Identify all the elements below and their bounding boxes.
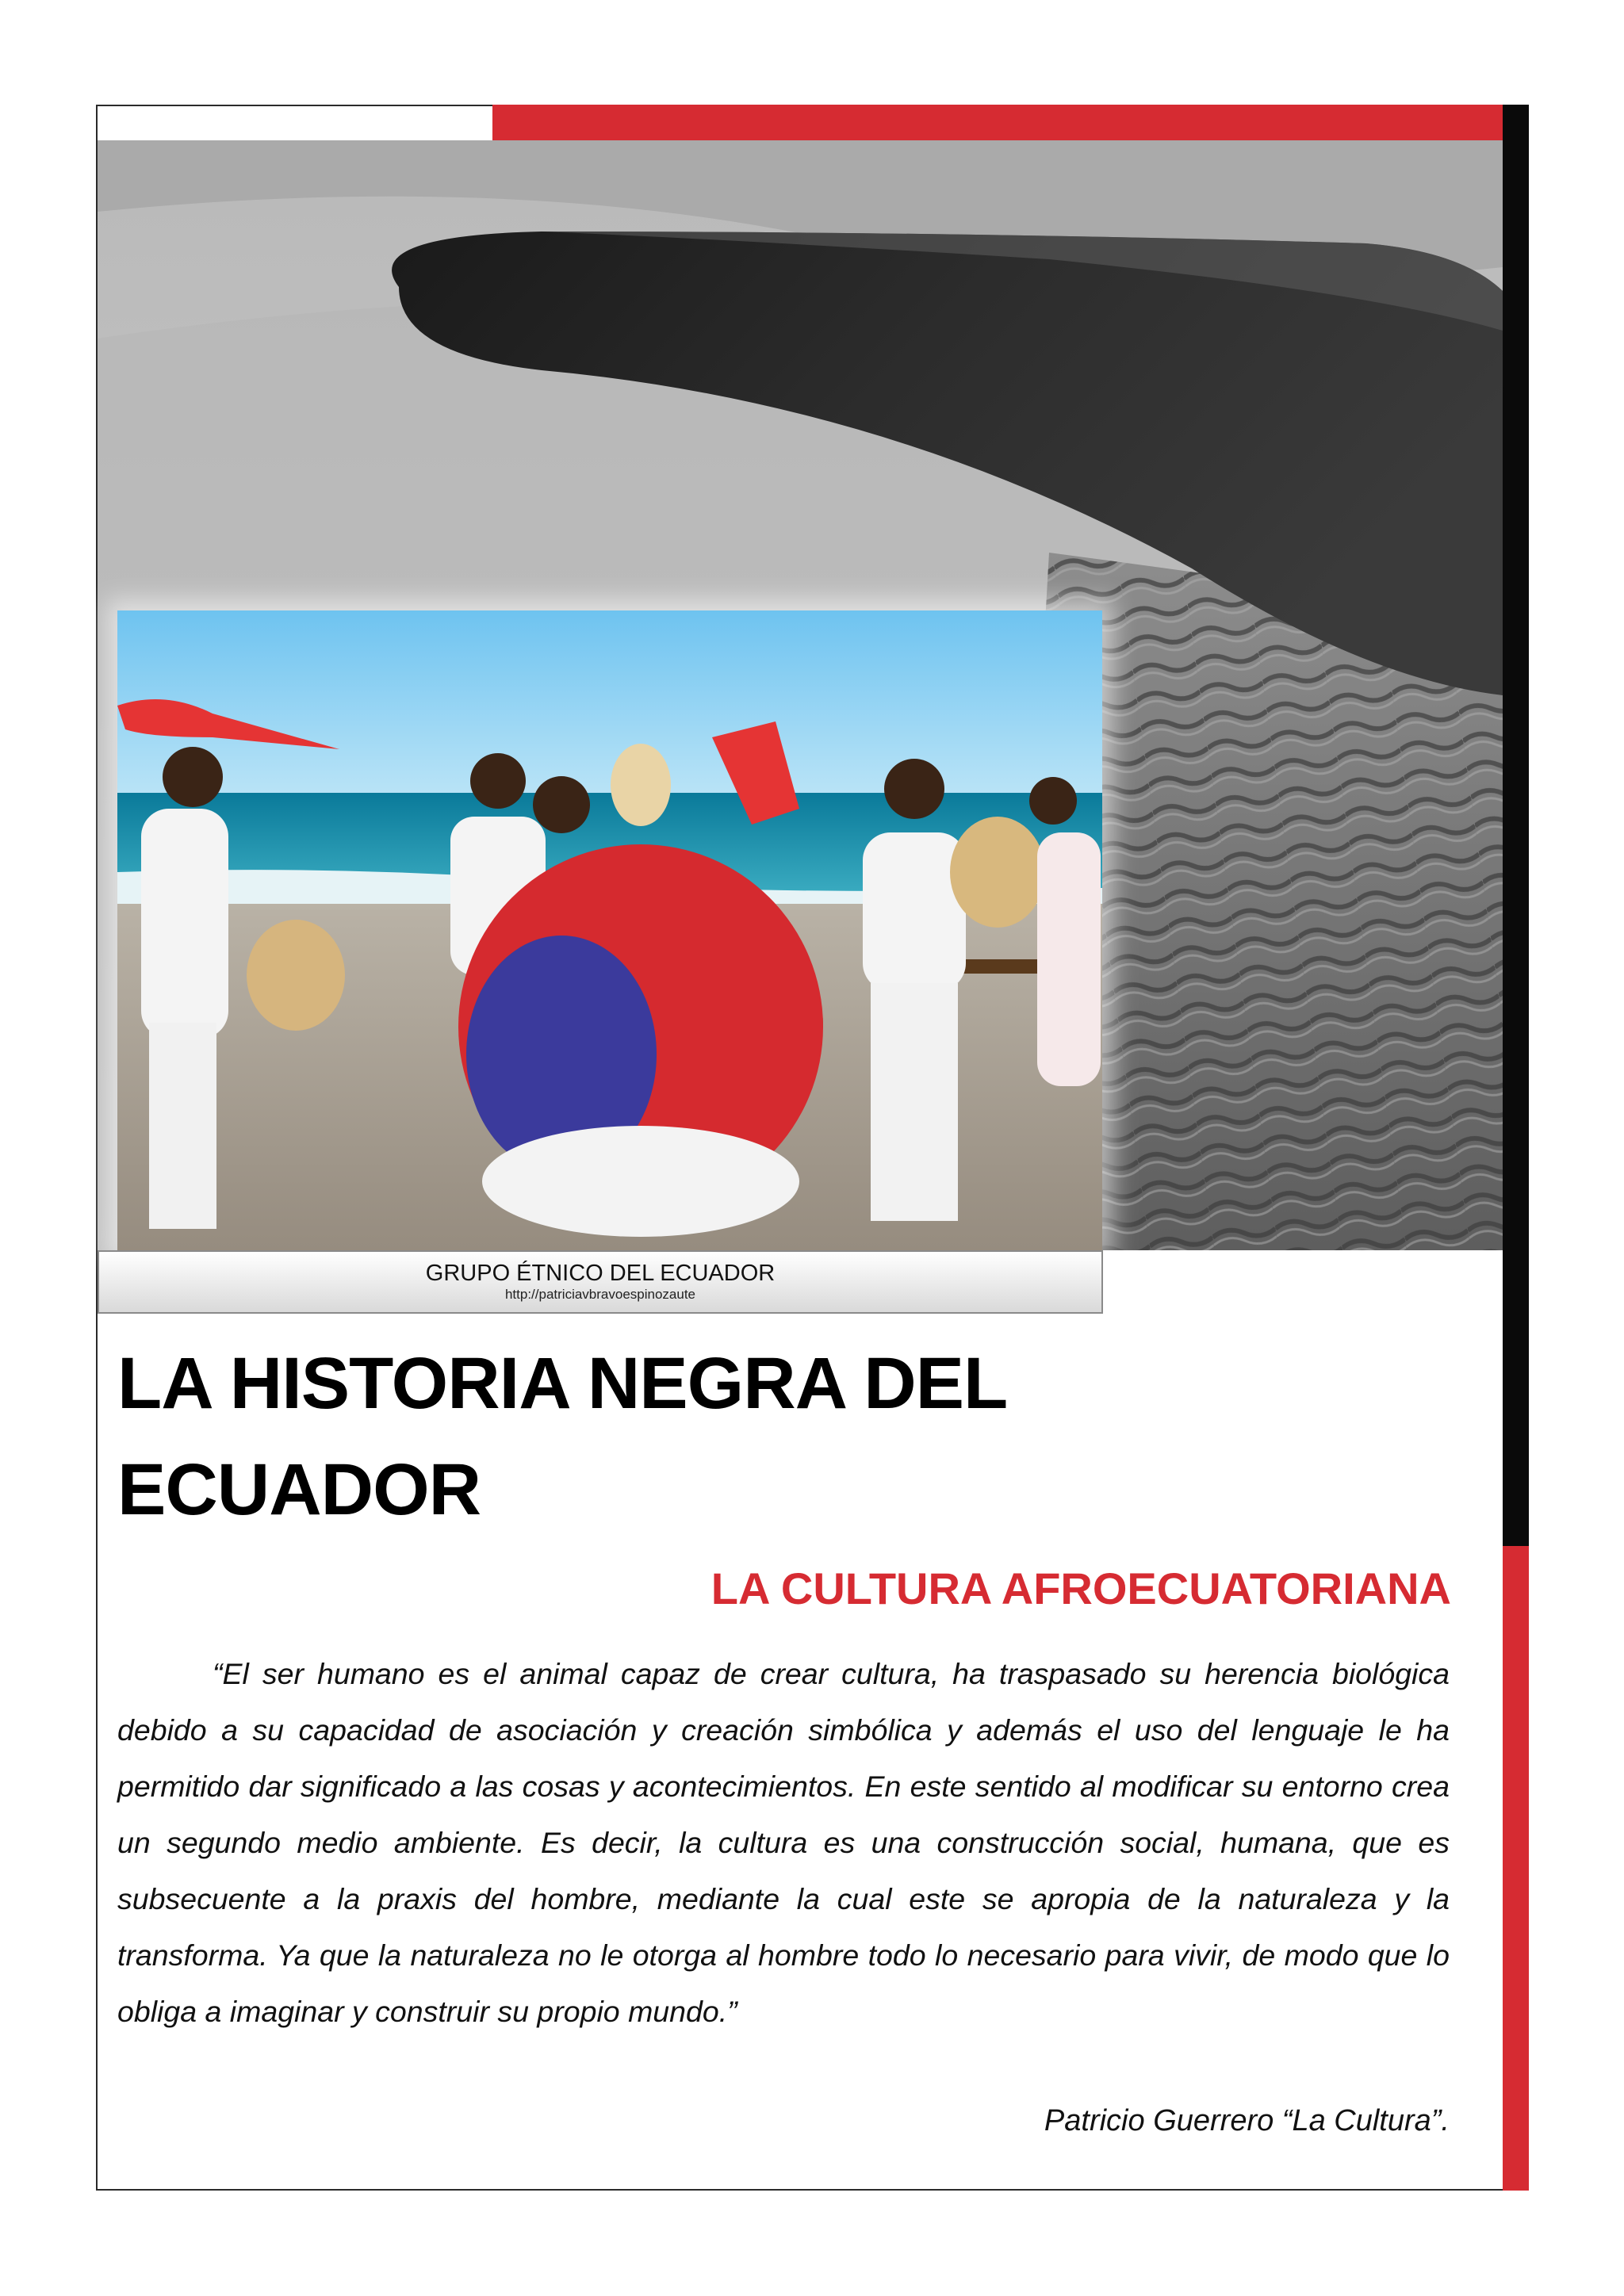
quote-attribution: Patricio Guerrero “La Cultura”. — [1044, 2104, 1450, 2137]
page-title — [117, 1343, 1465, 1530]
page-subtitle: LA CULTURA AFROECUATORIANA — [710, 1563, 1451, 1613]
dancers-beach-photo — [117, 610, 1102, 1250]
side-black-bar — [1503, 105, 1529, 1546]
title-line-2: ECUADOR — [117, 1449, 481, 1530]
side-red-bar — [1503, 1546, 1529, 2191]
top-red-bar — [492, 105, 1504, 140]
caption-title: GRUPO ÉTNICO DEL ECUADOR — [425, 1261, 776, 1286]
caption-url: http://patriciavbravoespinozaute — [504, 1287, 696, 1302]
title-line-1: LA HISTORIA NEGRA DEL — [117, 1343, 1008, 1424]
photo-caption — [98, 1250, 1103, 1314]
quote-paragraph: “El ser humano es el animal capaz de crear cultura, ha traspasado su herencia biológica debido a su capacidad de asociación y creación simbólica y además el uso del lenguaje le ha permitido dar significado a las cosas y acontecimientos. En este sentido al modificar su entorno crea un segundo medio ambiente. Es decir, la cultura es una construcción social, humana, que es subsecuente a la praxis del hombre, mediante la cual este se apropia de la naturaleza y la transforma. Ya que la naturaleza no le otorga al hombre todo lo necesario para vivir, de modo que lo obliga a imaginar y construir su propio mundo.” — [117, 1657, 1450, 2028]
